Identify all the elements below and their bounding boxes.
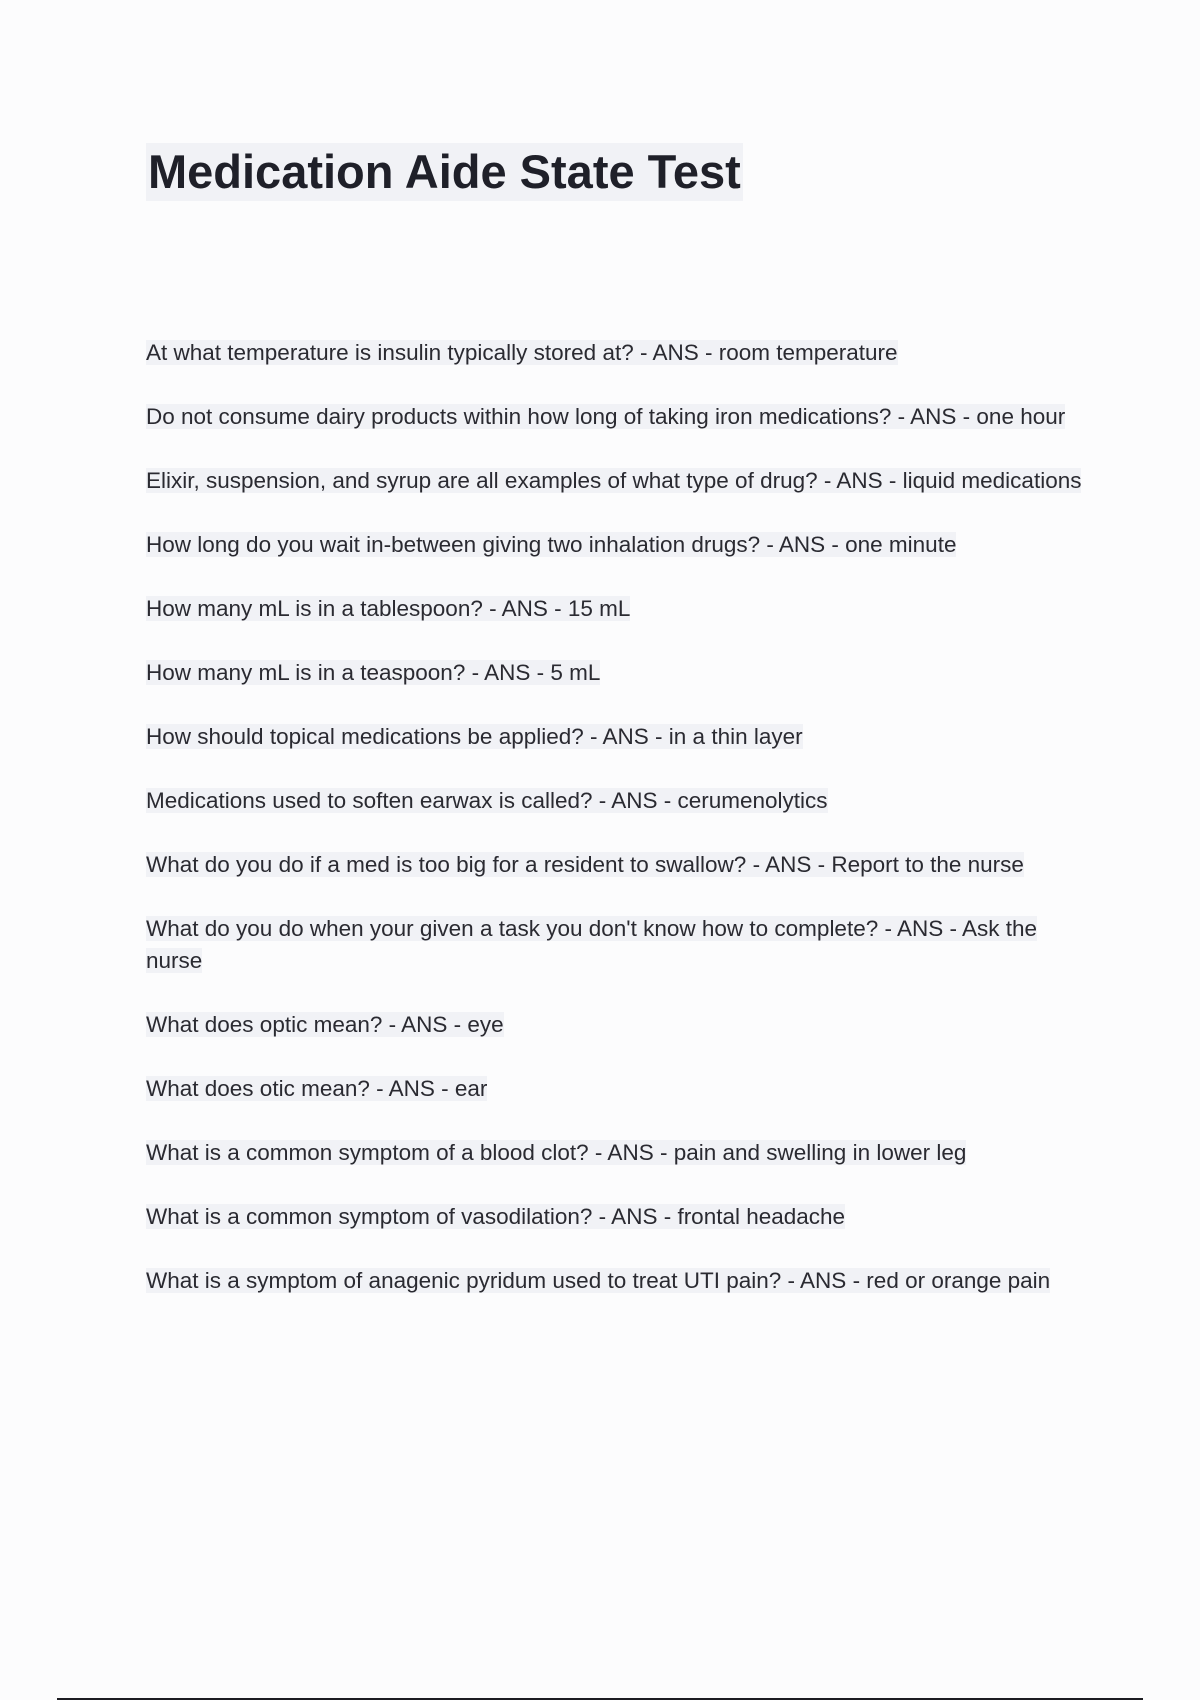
question-answer-text: What is a common symptom of a blood clot? - ANS - pain and swelling in lower leg: [146, 1140, 967, 1165]
question-answer-text: What do you do if a med is too big for a resident to swallow? - ANS - Report to the nurse: [146, 852, 1024, 877]
question-answer-text: How should topical medications be applied? - ANS - in a thin layer: [146, 724, 803, 749]
list-item: [146, 1009, 1096, 1041]
question-answer-text: How long do you wait in-between giving two inhalation drugs? - ANS - one minute: [146, 532, 957, 557]
list-item: [146, 337, 1096, 369]
question-answer-list: [146, 337, 1096, 1329]
list-item: [146, 1265, 1096, 1297]
question-answer-text: What do you do when your given a task you don't know how to complete? - ANS - Ask the nurse: [146, 916, 1038, 973]
question-answer-text: What is a symptom of anagenic pyridum used to treat UTI pain? - ANS - red or orange pain: [146, 1268, 1051, 1293]
list-item: [146, 785, 1096, 817]
question-answer-text: What is a common symptom of vasodilation? - ANS - frontal headache: [146, 1204, 846, 1229]
question-answer-text: What does otic mean? - ANS - ear: [146, 1076, 488, 1101]
question-answer-text: How many mL is in a teaspoon? - ANS - 5 mL: [146, 660, 601, 685]
question-answer-text: What does optic mean? - ANS - eye: [146, 1012, 504, 1037]
list-item: [146, 465, 1096, 497]
list-item: [146, 657, 1096, 689]
list-item: [146, 849, 1096, 881]
question-answer-text: Elixir, suspension, and syrup are all examples of what type of drug? - ANS - liquid medications: [146, 468, 1082, 493]
page-title: Medication Aide State Test: [146, 143, 743, 201]
list-item: [146, 529, 1096, 561]
question-answer-text: Medications used to soften earwax is called? - ANS - cerumenolytics: [146, 788, 828, 813]
list-item: [146, 1201, 1096, 1233]
question-answer-text: At what temperature is insulin typically stored at? - ANS - room temperature: [146, 340, 898, 365]
list-item: [146, 401, 1096, 433]
question-answer-text: Do not consume dairy products within how long of taking iron medications? - ANS - one hour: [146, 404, 1066, 429]
list-item: [146, 593, 1096, 625]
list-item: [146, 1137, 1096, 1169]
list-item: [146, 721, 1096, 753]
list-item: [146, 1073, 1096, 1105]
list-item: [146, 913, 1096, 977]
question-answer-text: How many mL is in a tablespoon? - ANS - 15 mL: [146, 596, 631, 621]
